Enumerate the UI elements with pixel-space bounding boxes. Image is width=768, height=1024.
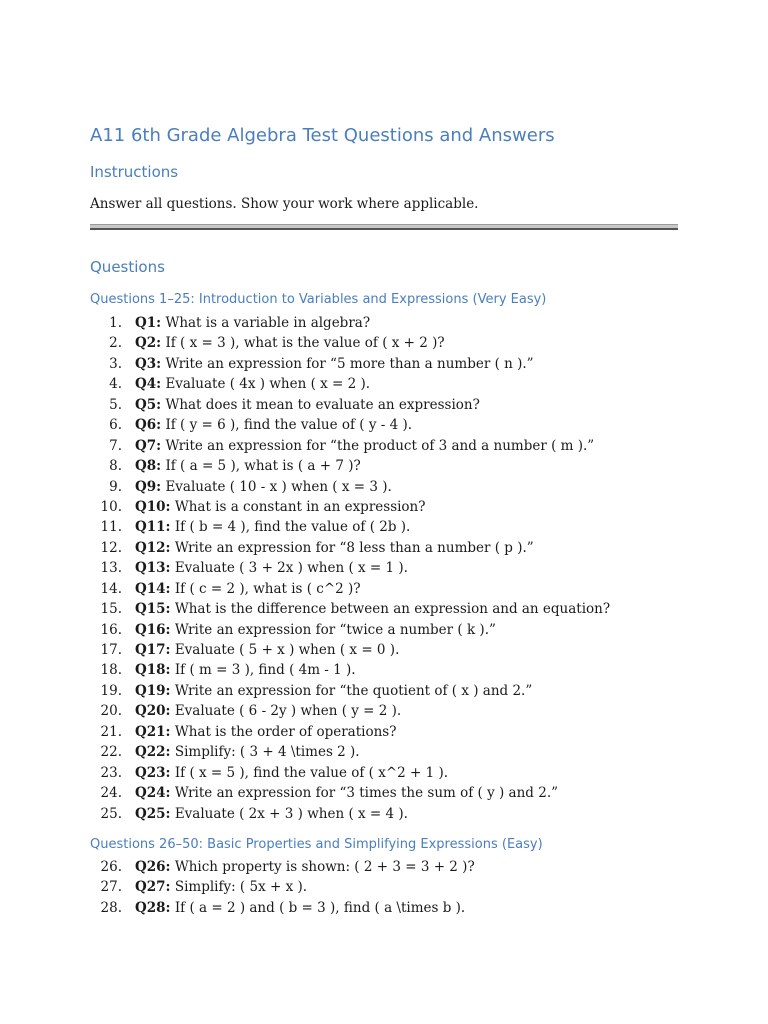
question-text: Simplify: ( 5x + x ). bbox=[174, 879, 308, 896]
questions-heading: Questions bbox=[90, 258, 165, 276]
question-text: What is the difference between an expression and an equation? bbox=[174, 601, 611, 618]
question-number: 25. bbox=[100, 805, 122, 822]
question-text: If ( x = 3 ), what is the value of ( x + 2 )? bbox=[165, 335, 445, 352]
question-id: Q1: bbox=[135, 315, 162, 331]
question-item bbox=[90, 558, 690, 578]
question-item bbox=[90, 333, 690, 353]
question-number: 19. bbox=[100, 682, 122, 699]
page-title: A11 6th Grade Algebra Test Questions and Answers bbox=[90, 125, 555, 146]
question-number: 4. bbox=[109, 376, 122, 393]
question-item bbox=[90, 804, 690, 824]
question-number: 12. bbox=[100, 539, 122, 556]
question-number: 28. bbox=[100, 899, 122, 916]
question-text: If ( b = 4 ), find the value of ( 2b ). bbox=[174, 519, 411, 536]
question-item bbox=[90, 579, 690, 599]
question-id: Q5: bbox=[135, 396, 162, 413]
question-id: Q13: bbox=[135, 560, 171, 577]
question-number: 3. bbox=[109, 355, 122, 372]
question-item bbox=[90, 477, 690, 497]
question-text: If ( x = 5 ), find the value of ( x^2 + 1 ). bbox=[174, 764, 449, 781]
question-item bbox=[90, 456, 690, 476]
question-id: Q19: bbox=[135, 682, 171, 699]
question-id: Q12: bbox=[135, 539, 171, 556]
question-id: Q20: bbox=[135, 703, 171, 720]
question-item bbox=[90, 497, 690, 517]
question-number: 18. bbox=[100, 662, 122, 679]
question-item bbox=[90, 722, 690, 742]
question-id: Q6: bbox=[135, 417, 162, 434]
question-id: Q17: bbox=[135, 642, 171, 658]
horizontal-divider bbox=[90, 224, 678, 230]
question-text: Simplify: ( 3 + 4 \times 2 ). bbox=[174, 744, 360, 761]
question-item bbox=[90, 517, 690, 537]
question-item bbox=[90, 877, 690, 897]
question-number: 26. bbox=[100, 859, 122, 875]
question-number: 15. bbox=[100, 601, 122, 618]
question-id: Q23: bbox=[135, 764, 171, 781]
question-list bbox=[90, 857, 690, 918]
question-item bbox=[90, 620, 690, 640]
question-id: Q4: bbox=[135, 376, 162, 393]
question-item bbox=[90, 395, 690, 415]
question-item bbox=[90, 313, 690, 333]
question-number: 7. bbox=[109, 437, 122, 454]
question-id: Q10: bbox=[135, 498, 171, 515]
question-item bbox=[90, 436, 690, 456]
question-item bbox=[90, 640, 690, 660]
question-text: Write an expression for “3 times the sum of ( y ) and 2.” bbox=[174, 785, 559, 802]
question-text: If ( a = 5 ), what is ( a + 7 )? bbox=[165, 458, 361, 475]
question-text: Evaluate ( 4x ) when ( x = 2 ). bbox=[165, 376, 371, 393]
question-number: 16. bbox=[100, 621, 122, 638]
question-text: If ( c = 2 ), what is ( c^2 )? bbox=[174, 580, 361, 597]
question-id: Q21: bbox=[135, 723, 171, 740]
question-text: Write an expression for “the quotient of ( x ) and 2.” bbox=[174, 682, 533, 699]
question-item bbox=[90, 681, 690, 701]
question-item bbox=[90, 857, 690, 877]
question-text: Write an expression for “the product of 3 and a number ( m ).” bbox=[165, 437, 595, 454]
question-id: Q26: bbox=[135, 859, 171, 875]
question-text: Evaluate ( 10 - x ) when ( x = 3 ). bbox=[165, 478, 392, 495]
question-item bbox=[90, 374, 690, 394]
question-number: 10. bbox=[100, 498, 122, 515]
question-text: Evaluate ( 2x + 3 ) when ( x = 4 ). bbox=[174, 805, 408, 822]
question-number: 6. bbox=[109, 417, 122, 434]
question-text: Evaluate ( 5 + x ) when ( x = 0 ). bbox=[174, 642, 400, 658]
question-id: Q2: bbox=[135, 335, 162, 352]
instructions-heading: Instructions bbox=[90, 163, 179, 181]
question-id: Q27: bbox=[135, 879, 171, 896]
question-id: Q28: bbox=[135, 899, 171, 916]
question-text: If ( y = 6 ), find the value of ( y - 4 ). bbox=[165, 417, 413, 434]
question-id: Q18: bbox=[135, 662, 171, 679]
instructions-text: Answer all questions. Show your work where applicable. bbox=[90, 196, 479, 212]
question-text: If ( a = 2 ) and ( b = 3 ), find ( a \times b ). bbox=[174, 899, 466, 916]
question-id: Q22: bbox=[135, 744, 171, 761]
question-number: 20. bbox=[100, 703, 122, 720]
question-item bbox=[90, 538, 690, 558]
question-id: Q25: bbox=[135, 805, 171, 822]
question-number: 11. bbox=[100, 519, 122, 536]
question-text: What is a variable in algebra? bbox=[165, 315, 371, 331]
section-heading: Questions 26–50: Basic Properties and Simplifying Expressions (Easy) bbox=[90, 837, 543, 852]
question-text: If ( m = 3 ), find ( 4m - 1 ). bbox=[174, 662, 356, 679]
question-item bbox=[90, 742, 690, 762]
question-number: 27. bbox=[100, 879, 122, 896]
question-number: 2. bbox=[109, 335, 122, 352]
question-number: 17. bbox=[100, 642, 122, 658]
question-text: Evaluate ( 6 - 2y ) when ( y = 2 ). bbox=[174, 703, 402, 720]
question-id: Q15: bbox=[135, 601, 171, 618]
question-id: Q8: bbox=[135, 458, 162, 475]
question-text: Write an expression for “twice a number ( k ).” bbox=[174, 621, 496, 638]
question-item bbox=[90, 415, 690, 435]
section-heading: Questions 1–25: Introduction to Variables and Expressions (Very Easy) bbox=[90, 292, 547, 307]
question-number: 1. bbox=[109, 315, 122, 331]
question-id: Q14: bbox=[135, 580, 171, 597]
question-text: What is a constant in an expression? bbox=[174, 498, 426, 515]
question-number: 13. bbox=[100, 560, 122, 577]
question-id: Q11: bbox=[135, 519, 171, 536]
question-text: What does it mean to evaluate an expression? bbox=[165, 396, 480, 413]
question-text: Write an expression for “8 less than a number ( p ).” bbox=[174, 539, 534, 556]
question-id: Q3: bbox=[135, 355, 162, 372]
question-number: 8. bbox=[109, 458, 122, 475]
question-number: 23. bbox=[100, 764, 122, 781]
question-number: 5. bbox=[109, 396, 122, 413]
question-item bbox=[90, 763, 690, 783]
question-text: Write an expression for “5 more than a number ( n ).” bbox=[165, 355, 534, 372]
question-text: What is the order of operations? bbox=[174, 723, 397, 740]
question-number: 9. bbox=[109, 478, 122, 495]
question-item bbox=[90, 599, 690, 619]
question-text: Evaluate ( 3 + 2x ) when ( x = 1 ). bbox=[174, 560, 408, 577]
question-number: 21. bbox=[100, 723, 122, 740]
question-id: Q7: bbox=[135, 437, 162, 454]
question-item bbox=[90, 354, 690, 374]
question-item bbox=[90, 701, 690, 721]
question-item bbox=[90, 783, 690, 803]
question-list bbox=[90, 313, 690, 824]
question-text: Which property is shown: ( 2 + 3 = 3 + 2 )? bbox=[174, 859, 475, 875]
question-number: 22. bbox=[100, 744, 122, 761]
question-id: Q16: bbox=[135, 621, 171, 638]
question-item bbox=[90, 660, 690, 680]
question-id: Q24: bbox=[135, 785, 171, 802]
question-number: 14. bbox=[100, 580, 122, 597]
question-id: Q9: bbox=[135, 478, 162, 495]
question-item bbox=[90, 898, 690, 918]
question-number: 24. bbox=[100, 785, 122, 802]
